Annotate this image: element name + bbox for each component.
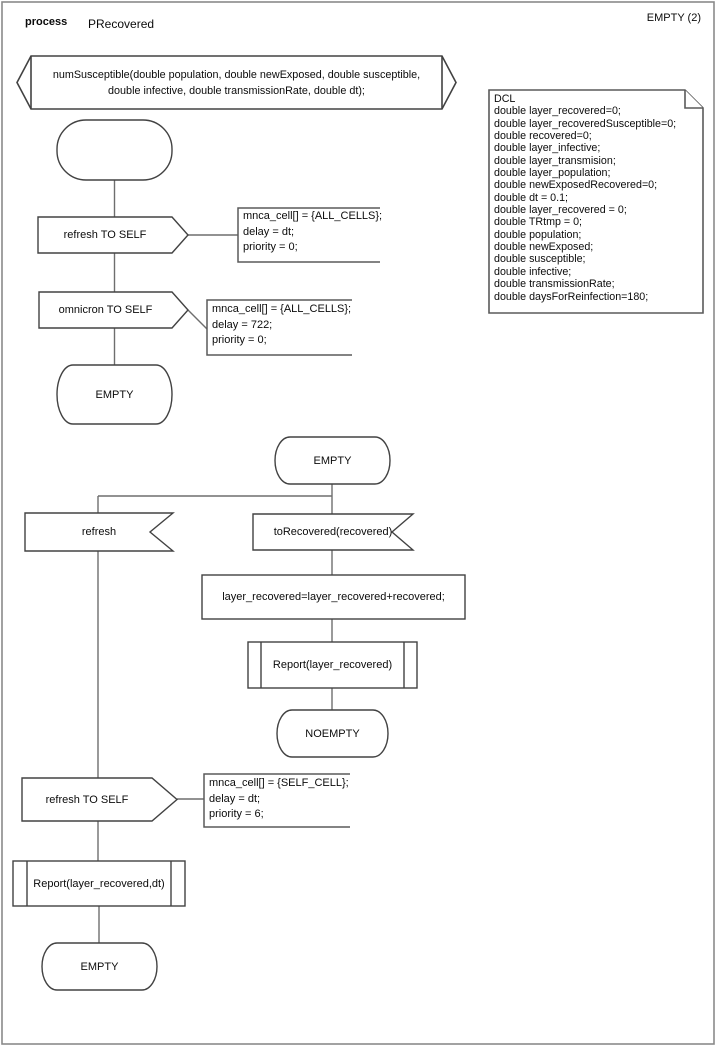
dcl-line: double layer_transmision; (494, 154, 616, 167)
dcl-line: double layer_population; (494, 167, 611, 180)
comment-refresh-self-text (209, 776, 349, 823)
dcl-line: double transmissionRate; (494, 278, 615, 291)
dcl-line: double population; (494, 228, 582, 241)
output-omnicron-label[interactable]: omnicron TO SELF (58, 304, 153, 316)
dcl-line: double dt = 0.1; (494, 191, 568, 204)
page-label: EMPTY (2) (646, 12, 701, 24)
start-symbol[interactable] (57, 120, 172, 180)
comment-line: priority = 0; (212, 334, 267, 346)
input-torecovered-label[interactable]: toRecovered(recovered) (273, 526, 393, 538)
comment-line: priority = 0; (243, 241, 298, 253)
dcl-line: double layer_recovered = 0; (494, 204, 627, 217)
procedure-report-dt-label[interactable]: Report(layer_recovered,dt) (33, 877, 165, 890)
dcl-line: DCL (494, 93, 516, 105)
process-name: PRecovered (88, 17, 155, 31)
dcl-line: double newExposedRecovered=0; (494, 179, 658, 192)
state-noempty-label[interactable]: NOEMPTY (305, 727, 360, 740)
dcl-line: double recovered=0; (494, 130, 592, 143)
signature-line-1: numSusceptible(double population, double newExposed, double susceptible, (52, 68, 421, 81)
comment-line: mnca_cell[] = {SELF_CELL}; (209, 777, 349, 789)
output-refresh-label[interactable]: refresh TO SELF (63, 229, 147, 241)
comment-refresh-text (243, 209, 382, 256)
dcl-line: double infective; (494, 265, 572, 278)
procedure-report-label[interactable]: Report(layer_recovered) (272, 659, 393, 671)
procedure-signature-label (31, 58, 442, 107)
comment-connector (188, 310, 207, 329)
dcl-line: double TRtmp = 0; (494, 216, 583, 229)
comment-line: delay = dt; (243, 225, 295, 238)
dcl-line: double layer_infective; (494, 142, 601, 155)
comment-line: mnca_cell[] = {ALL_CELLS}; (243, 210, 383, 222)
task-label[interactable]: layer_recovered=layer_recovered+recovered; (222, 591, 445, 603)
state-empty-1-label[interactable]: EMPTY (95, 388, 134, 401)
comment-omnicron-text (212, 302, 351, 349)
output-refresh-self-label[interactable]: refresh TO SELF (45, 793, 129, 806)
comment-line: priority = 6; (209, 808, 264, 820)
dcl-line: double newExposed; (494, 241, 594, 254)
state-empty-3-label[interactable]: EMPTY (80, 960, 119, 973)
comment-line: delay = dt; (209, 792, 261, 805)
state-empty-2-label[interactable]: EMPTY (313, 454, 352, 467)
dcl-line: double layer_recoveredSusceptible=0; (494, 117, 677, 130)
dcl-line: double susceptible; (494, 253, 586, 266)
comment-line: delay = 722; (212, 318, 273, 331)
input-refresh-label[interactable]: refresh (81, 526, 117, 538)
comment-line: mnca_cell[] = {ALL_CELLS}; (212, 303, 352, 315)
dcl-declarations[interactable] (494, 93, 699, 303)
process-kind-label: process (25, 16, 68, 28)
dcl-line: double layer_recovered=0; (494, 105, 621, 118)
dcl-line: double daysForReinfection=180; (494, 290, 649, 303)
signature-line-2: double infective, double transmissionRate, double dt); (108, 84, 365, 97)
